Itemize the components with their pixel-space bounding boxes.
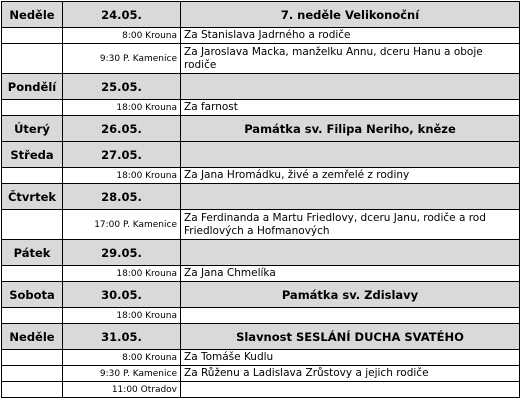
day-date: 27.05.: [63, 142, 181, 168]
mass-time: 9:30 P. Kamenice: [63, 44, 181, 74]
mass-intention: Za Jana Chmelíka: [181, 266, 520, 282]
mass-intention: Za farnost: [181, 100, 520, 116]
day-date: 29.05.: [63, 240, 181, 266]
empty-cell: [2, 100, 63, 116]
day-feast: [181, 184, 520, 210]
day-feast: Památka sv. Filipa Neriho, kněze: [181, 116, 520, 142]
mass-row: [2, 382, 520, 398]
mass-intention: [181, 308, 520, 324]
mass-time: 18:00 Krouna: [63, 168, 181, 184]
day-header-row: [2, 116, 520, 142]
day-feast: [181, 142, 520, 168]
mass-time: 11:00 Otradov: [63, 382, 181, 398]
day-name: Neděle: [2, 324, 63, 350]
mass-row: [2, 100, 520, 116]
day-header-row: [2, 282, 520, 308]
mass-time: 18:00 Krouna: [63, 308, 181, 324]
mass-row: [2, 366, 520, 382]
mass-time: 18:00 Krouna: [63, 100, 181, 116]
empty-cell: [2, 382, 63, 398]
day-feast: 7. neděle Velikonoční: [181, 2, 520, 28]
day-date: 30.05.: [63, 282, 181, 308]
day-feast: [181, 74, 520, 100]
mass-time: 17:00 P. Kamenice: [63, 210, 181, 240]
day-name: Neděle: [2, 2, 63, 28]
day-header-row: [2, 240, 520, 266]
day-name: Středa: [2, 142, 63, 168]
day-name: Sobota: [2, 282, 63, 308]
empty-cell: [2, 168, 63, 184]
mass-time: 8:00 Krouna: [63, 350, 181, 366]
mass-time: 8:00 Krouna: [63, 28, 181, 44]
mass-row: [2, 210, 520, 240]
mass-row: [2, 28, 520, 44]
day-feast: [181, 240, 520, 266]
day-name: Pátek: [2, 240, 63, 266]
mass-intention: Za Ferdinanda a Martu Friedlovy, dceru Janu, rodiče a rod Friedlových a Hofmanových: [181, 210, 520, 240]
day-header-row: [2, 184, 520, 210]
day-date: 28.05.: [63, 184, 181, 210]
mass-row: [2, 266, 520, 282]
mass-intention: Za Růženu a Ladislava Zrůstovy a jejich rodiče: [181, 366, 520, 382]
day-header-row: [2, 142, 520, 168]
day-feast: Památka sv. Zdislavy: [181, 282, 520, 308]
mass-row: [2, 168, 520, 184]
day-date: 24.05.: [63, 2, 181, 28]
mass-row: [2, 350, 520, 366]
day-header-row: [2, 74, 520, 100]
mass-time: 18:00 Krouna: [63, 266, 181, 282]
mass-intention: Za Stanislava Jadrného a rodiče: [181, 28, 520, 44]
empty-cell: [2, 28, 63, 44]
mass-intention: Za Jaroslava Macka, manželku Annu, dceru Hanu a oboje rodiče: [181, 44, 520, 74]
mass-intention: Za Tomáše Kudlu: [181, 350, 520, 366]
empty-cell: [2, 266, 63, 282]
day-feast: Slavnost SESLÁNÍ DUCHA SVATÉHO: [181, 324, 520, 350]
empty-cell: [2, 350, 63, 366]
empty-cell: [2, 366, 63, 382]
mass-intention: [181, 382, 520, 398]
day-name: Úterý: [2, 116, 63, 142]
mass-intention: Za Jana Hromádku, živé a zemřelé z rodiny: [181, 168, 520, 184]
day-date: 26.05.: [63, 116, 181, 142]
day-header-row: [2, 324, 520, 350]
day-date: 25.05.: [63, 74, 181, 100]
mass-schedule-table: [1, 1, 520, 398]
day-name: Pondělí: [2, 74, 63, 100]
mass-time: 9:30 P. Kamenice: [63, 366, 181, 382]
day-date: 31.05.: [63, 324, 181, 350]
day-name: Čtvrtek: [2, 184, 63, 210]
day-header-row: [2, 2, 520, 28]
empty-cell: [2, 44, 63, 74]
mass-row: [2, 44, 520, 74]
empty-cell: [2, 210, 63, 240]
mass-row: [2, 308, 520, 324]
empty-cell: [2, 308, 63, 324]
